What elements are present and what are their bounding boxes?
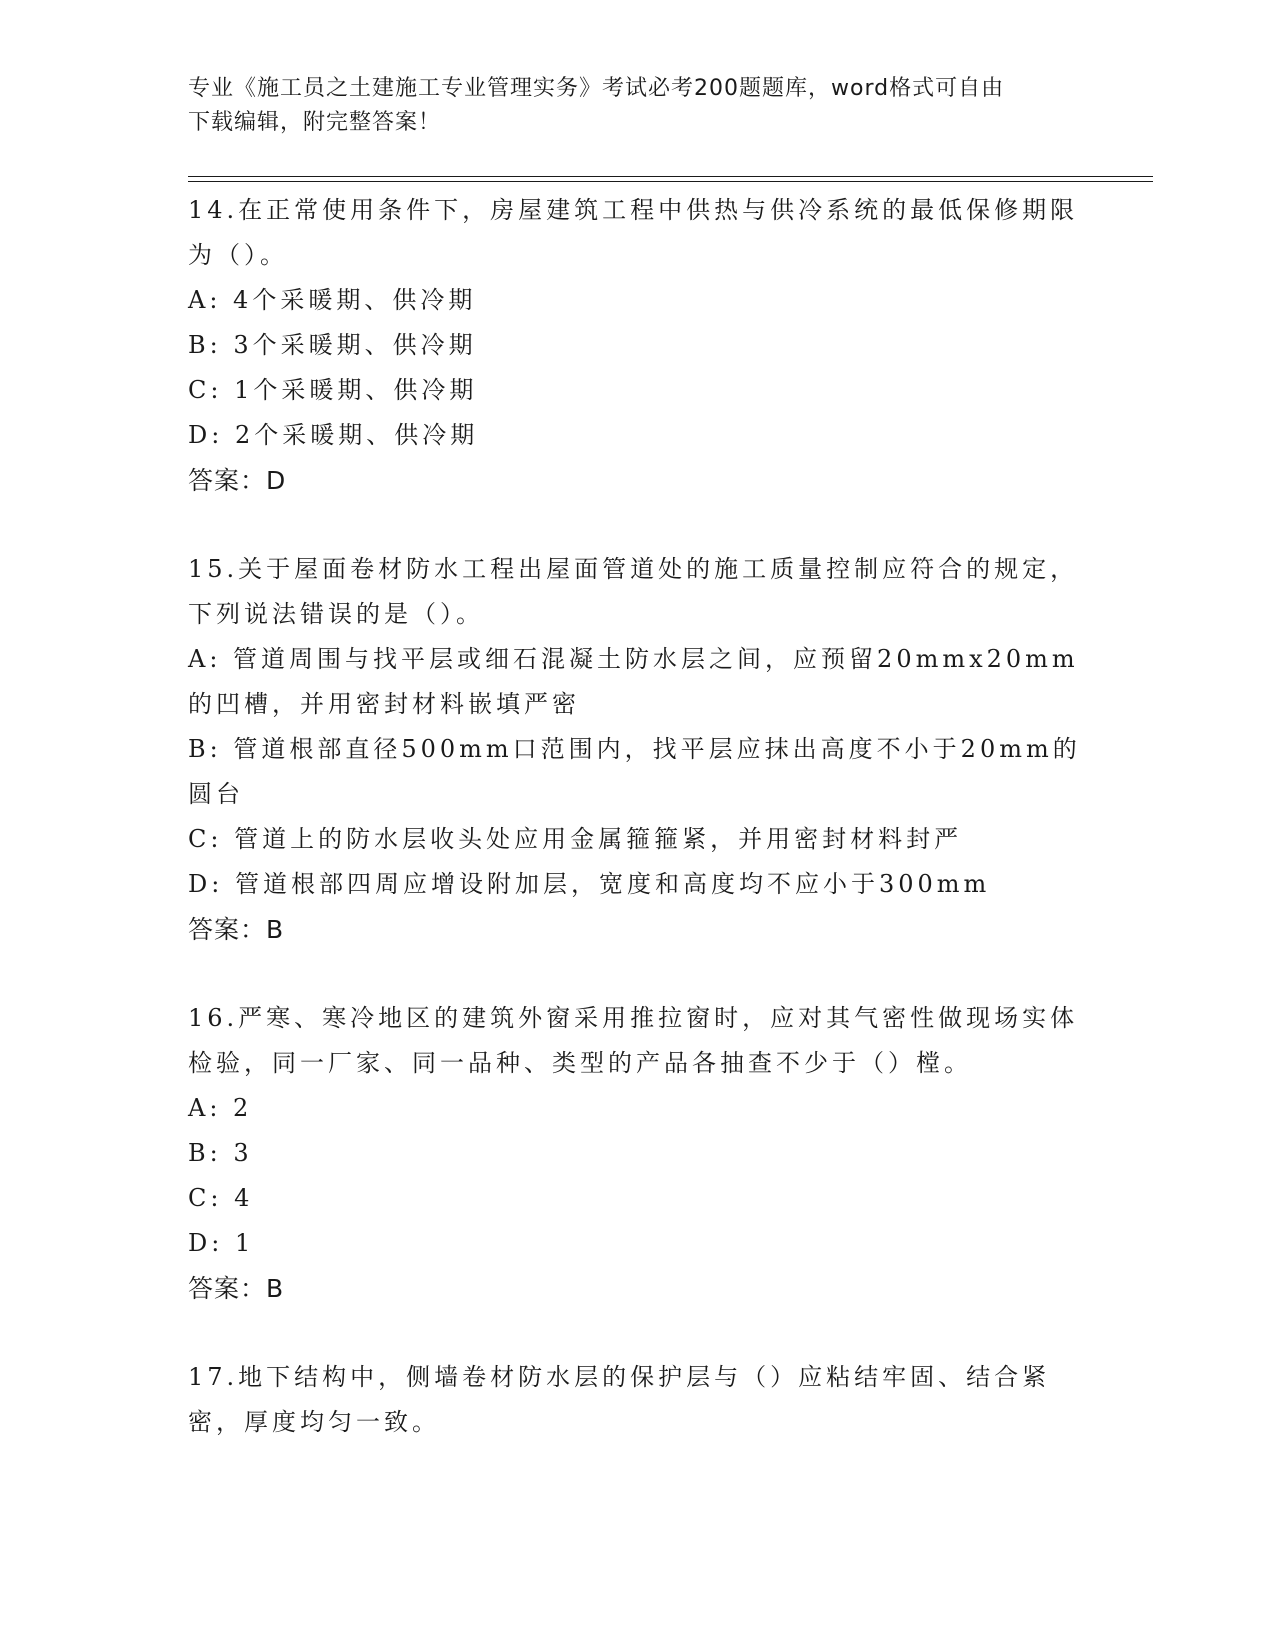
option-a: A: 4个采暖期、供冷期 bbox=[188, 286, 477, 314]
option-d: D: 管道根部四周应增设附加层，宽度和高度均不应小于300mm bbox=[188, 870, 991, 898]
question-stem: 14.在正常使用条件下，房屋建筑工程中供热与供冷系统的最低保修期限为（）。 bbox=[188, 196, 1079, 269]
option-c: C: 管道上的防水层收头处应用金属箍箍紧，并用密封材料封严 bbox=[188, 825, 963, 853]
option-d: D: 1 bbox=[188, 1229, 255, 1257]
answer-line: 答案：B bbox=[188, 915, 285, 944]
question-17 bbox=[188, 1355, 1088, 1445]
option-a: A: 2 bbox=[188, 1094, 253, 1122]
document-header: 专业《施工员之土建施工专业管理实务》考试必考200题题库，word格式可自由 下载编辑，附完整答案！ bbox=[188, 76, 1005, 135]
option-b: B: 管道根部直径500mm口范围内，找平层应抹出高度不小于20mm的圆台 bbox=[188, 735, 1081, 808]
question-15 bbox=[188, 547, 1088, 952]
question-stem: 15.关于屋面卷材防水工程出屋面管道处的施工质量控制应符合的规定，下列说法错误的是（）。 bbox=[188, 555, 1079, 628]
answer-line: 答案：B bbox=[188, 1274, 285, 1303]
question-14 bbox=[188, 188, 1088, 503]
question-stem: 17.地下结构中，侧墙卷材防水层的保护层与（）应粘结牢固、结合紧密，厚度均匀一致。 bbox=[188, 1363, 1051, 1436]
header-divider-bottom bbox=[188, 181, 1153, 182]
option-c: C: 1个采暖期、供冷期 bbox=[188, 376, 478, 404]
question-16 bbox=[188, 996, 1088, 1311]
option-d: D: 2个采暖期、供冷期 bbox=[188, 421, 479, 449]
option-b: B: 3 bbox=[188, 1139, 253, 1167]
option-a: A: 管道周围与找平层或细石混凝土防水层之间，应预留20mmx20mm的凹槽，并用密封材料嵌填严密 bbox=[188, 645, 1079, 718]
answer-line: 答案：D bbox=[188, 466, 287, 495]
question-stem: 16.严寒、寒冷地区的建筑外窗采用推拉窗时，应对其气密性做现场实体检验，同一厂家、同一品种、类型的产品各抽查不少于（）樘。 bbox=[188, 1004, 1079, 1077]
option-b: B: 3个采暖期、供冷期 bbox=[188, 331, 477, 359]
option-c: C: 4 bbox=[188, 1184, 254, 1212]
question-list bbox=[188, 188, 1088, 1489]
header-divider-top bbox=[188, 176, 1153, 177]
